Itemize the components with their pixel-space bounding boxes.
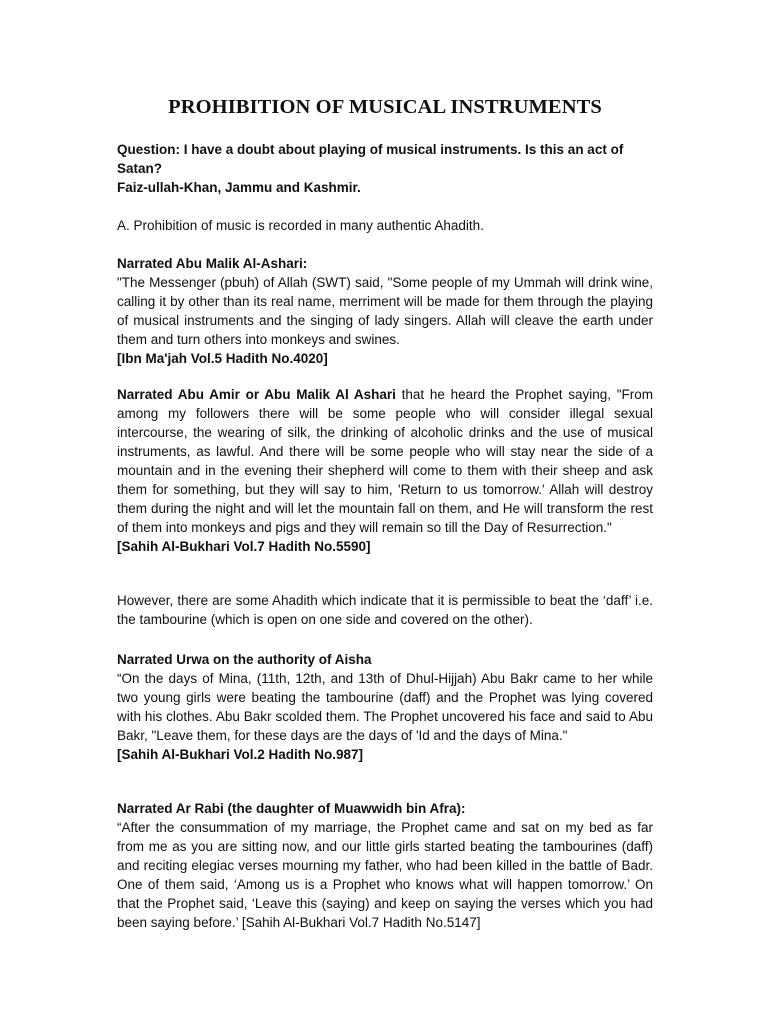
hadith-section-1 [117,254,653,368]
hadith-paragraph [117,385,653,537]
question-author: Faiz-ullah-Khan, Jammu and Kashmir. [117,180,361,195]
hadith-section-3 [117,650,653,764]
question-text: Question: I have a doubt about playing of musical instruments. Is this an act of Satan? [117,142,624,176]
hadith-reference: [Ibn Ma'jah Vol.5 Hadith No.4020] [117,351,328,366]
narrator-heading: Narrated Urwa on the authority of Aisha [117,652,372,667]
hadith-reference: [Sahih Al-Bukhari Vol.7 Hadith No.5590] [117,539,371,554]
hadith-text: "The Messenger (pbuh) of Allah (SWT) said, "Some people of my Ummah will drink wine, calling it by other than its real name, merriment will be made for them through the playing of musical instruments and the singing of lady singers. Allah will cleave the earth under them and turn others into monkeys and swines. [117,275,653,347]
question-block [117,140,653,197]
hadith-section-4 [117,799,653,932]
answer-intro-block [117,216,653,235]
hadith-text: that he heard the Prophet saying, "From among my followers there will be some people who will consider illegal sexual intercourse, the wearing of silk, the drinking of alcoholic drinks and the use of musical instruments, as lawful. And there will be some people who will stay near the side of a mountain and in the evening their shepherd will come to them with their sheep and ask them for something, but they will say to him, 'Return to us tomorrow.' Allah will destroy them during the night and will let the mountain fall on them, and He will transform the rest of them into monkeys and pigs and they will remain so till the Day of Resurrection." [117,387,653,535]
narrator-heading: Narrated Abu Malik Al-Ashari: [117,256,308,271]
hadith-reference: [Sahih Al-Bukhari Vol.2 Hadith No.987] [117,747,364,762]
answer-intro: A. Prohibition of music is recorded in many authentic Ahadith. [117,218,484,233]
hadith-text: “After the consummation of my marriage, the Prophet came and sat on my bed as far from me as you are sitting now, and our little girls started beating the tambourines (daff) and reciting elegiac verses mourning my father, who had been killed in the battle of Badr. One of them said, ‘Among us is a Prophet who knows what will happen tomorrow.’ On that the Prophet said, ‘Leave this (saying) and keep on saying the verses which you had been saying before.’ [Sahih Al-Bukhari Vol.7 Hadith No.5147] [117,820,653,930]
narrator-heading: Narrated Ar Rabi (the daughter of Muawwidh bin Afra): [117,801,466,816]
document-title: PROHIBITION OF MUSICAL INSTRUMENTS [168,96,602,118]
commentary-section [117,591,653,629]
hadith-section-2 [117,385,653,556]
hadith-text: “On the days of Mina, (11th, 12th, and 13th of Dhul-Hijjah) Abu Bakr came to her while two young girls were beating the tambourine (daff) and the Prophet was lying covered with his clothes. Abu Bakr scolded them. The Prophet uncovered his face and said to Abu Bakr, "Leave them, for these days are the days of 'Id and the days of Mina." [117,671,653,743]
commentary-text: However, there are some Ahadith which indicate that it is permissible to beat the ‘daff’ i.e. the tambourine (which is open on one side and covered on the other). [117,593,653,627]
narrator-heading: Narrated Abu Amir or Abu Malik Al Ashari [117,387,396,402]
